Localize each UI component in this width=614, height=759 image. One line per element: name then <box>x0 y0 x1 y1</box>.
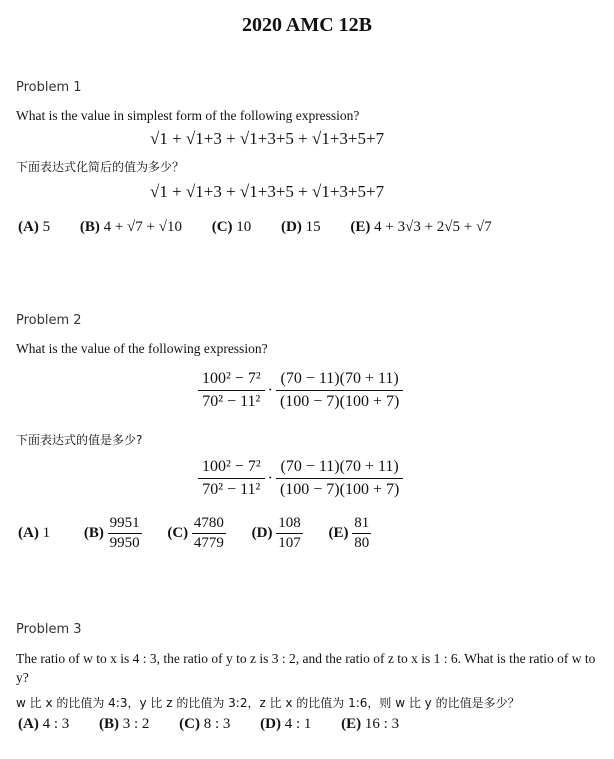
problem-1-choices <box>18 219 492 236</box>
choice-a: (A) 4 : 3 <box>18 716 70 732</box>
problem-2-expression: $\frac{\text{100² − 7²}}{\text{70² − 11²}}$ · $\frac{(70 - 11)(70 + 11)}{(100 - 7)(100 + 7)}$ <box>198 370 403 411</box>
expression-fraction-1: $\frac{\text{100² − 7²}}{\text{70² − 11²}}$ <box>198 458 265 499</box>
problem-2-heading[interactable]: Problem 2 <box>16 313 82 328</box>
problem-2-question-en: What is the value of the following expression? <box>16 341 268 356</box>
problem-3-choices <box>18 716 399 733</box>
problem-1-question-cn: 下面表达式化简后的值为多少？ <box>16 160 185 174</box>
choice-d: (D) $\frac{108}{107}$ <box>251 515 301 551</box>
expression-fraction-2: $\frac{(70 - 11)(70 + 11)}{(100 - 7)(100 + 7)}$ <box>276 458 403 499</box>
problem-2-expression-repeat: $\frac{\text{100² − 7²}}{\text{70² − 11²}}$ · $\frac{(70 - 11)(70 + 11)}{(100 - 7)(100 + 7)}$ <box>198 458 403 499</box>
problem-2-question-cn: 下面表达式的值是多少? <box>16 433 143 447</box>
problem-1-expression-repeat: √1 + √1+3 + √1+3+5 + √1+3+5+7 <box>150 182 385 201</box>
problem-3-question-cn: w 比 x 的比值为 4:3，y 比 z 的比值为 3:2，z 比 x 的比值为 1:6，则 w 比 y 的比值是多少？ <box>16 696 520 710</box>
expression-fraction-2: $\frac{(70 - 11)(70 + 11)}{(100 - 7)(100 + 7)}$ <box>276 370 403 411</box>
problem-2-choices <box>18 515 371 552</box>
choice-e: (E) 16 : 3 <box>341 716 400 732</box>
choice-c: (C) 8 : 3 <box>179 716 231 732</box>
problem-1-heading[interactable]: Problem 1 <box>16 80 82 95</box>
problem-1-question-en: What is the value in simplest form of the following expression? <box>16 108 360 123</box>
choice-c: (C) $\frac{4780}{4779}$ <box>167 515 224 551</box>
choice-a: (A) 1 <box>18 525 51 541</box>
choice-c: (C) 10 <box>211 219 252 235</box>
expression-fraction-1: $\frac{\text{100² − 7²}}{\text{70² − 11²}}$ <box>198 370 265 411</box>
choice-d: (D) 4 : 1 <box>260 716 312 732</box>
problem-1-expression: √1 + √1+3 + √1+3+5 + √1+3+5+7 <box>150 129 385 148</box>
choice-d: (D) 15 <box>281 219 321 235</box>
problem-3-heading[interactable]: Problem 3 <box>16 622 82 637</box>
choice-e: (E) $\frac{81}{80}$ <box>328 515 370 551</box>
problem-3-question-en: The ratio of w to x is 4 : 3, the ratio of y to z is 3 : 2, and the ratio of z to x is 1 : 6. What is the ratio of w to y? <box>16 651 596 685</box>
page-title: 2020 AMC 12B <box>242 14 372 36</box>
choice-e: (E) 4 + 3√3 + 2√5 + √7 <box>350 219 492 235</box>
choice-b: (B) 4 + √7 + √10 <box>79 219 182 235</box>
choice-b: (B) $\frac{9951}{9950}$ <box>83 515 140 551</box>
choice-b: (B) 3 : 2 <box>99 716 150 732</box>
choice-a: (A) 5 <box>18 219 51 235</box>
